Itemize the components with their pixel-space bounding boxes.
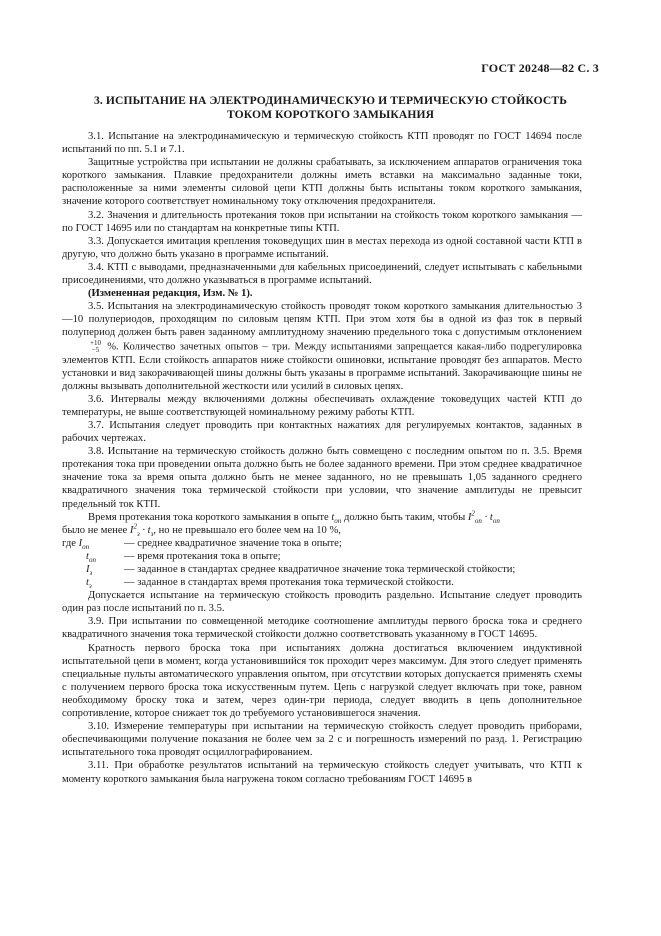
paragraph-3-3: 3.3. Допускается имитация крепления токоведущих шин в местах перехода из одной составной части КТП в другую, что должно быть указано в программе испытаний.: [62, 235, 582, 260]
paragraph-3-1-protection: Защитные устройства при испытании не должны срабатывать, за исключением аппаратов ограничения тока короткого замыкания. Плавкие предохранители должны иметь вставки на максимально заданные токи, расположенные за ними элементы силовой цепи КТП должны быть испытаны током короткого замыкания, значение которого соответствует номинальному току отключения предохранителя.: [62, 157, 582, 208]
paragraph-3-7: 3.7. Испытания следует проводить при контактных нажатиях для регулируемых контактов, заданных в рабочих чертежах.: [62, 419, 582, 445]
amendment-note: (Измененная редакция, Изм. № 1).: [88, 288, 253, 300]
tolerance-range: [64, 340, 101, 354]
document-body: [62, 130, 582, 786]
paragraph-3-10: 3.10. Измерение температуры при испытании на термическую стойкость следует проводить приборами, обеспечивающими получение показания не более чем за 2 с и погрешность измерений по разд. 1. Регистрацию испытательного тока проводят осциллографированием.: [62, 721, 582, 759]
paragraph-3-9-multiplicity: Кратность первого броска тока при испытаниях должна достигаться включением индуктивной испытательной цепи в момент, когда установившийся ток проходит через максимум. Для этого следует применять специальные пульты автоматического управления опытом, при отсутствии которых допускается применять схемы с получением первого броска тока искусственным путем. Цепь с нагрузкой следует включать при токе, равном необходимому броску тока и затем, через один-три периода, следует вводить в цепь дополнительное сопротивление, которое снижает ток до требуемого установившегося значения.: [62, 642, 582, 720]
time-condition-text-b: должно быть таким, чтобы: [343, 511, 466, 523]
paragraph-3-8-separate: Допускается испытание на термическую стойкость проводить раздельно. Испытание следует проводить один раз после испытаний по п. 3.5.: [62, 590, 582, 615]
section-title-line-2: ТОКОМ КОРОТКОГО ЗАМЫКАНИЯ: [226, 108, 435, 121]
symbol-legend: [62, 537, 582, 589]
paragraph-3-5: [62, 300, 582, 393]
paragraph-3-5-text-b: %. Количество зачетных опытов – три. Между испытаниями запрещается какая-либо подрегулировка элементов КТП. Если стойкость аппаратов ниже стойкости ошиновки, испытание проводят без аппаратов. Место установки и вид закорачивающей шины должны быть указаны в программе испытаний. Закорачивающие шины не должны вызывать дополнительной жесткости или усилий в силовых цепях.: [62, 340, 582, 392]
section-title-line-1: 3. ИСПЫТАНИЕ НА ЭЛЕКТРОДИНАМИЧЕСКУЮ И ТЕРМИЧЕСКУЮ СТОЙКОСТЬ: [94, 94, 567, 107]
legend-row-t-op: [62, 550, 582, 563]
legend-text-3: — заданное в стандартах среднее квадратичное значение тока термической стойкости;: [124, 564, 516, 575]
paragraph-3-4: 3.4. КТП с выводами, предназначенными для кабельных присоединений, следует испытывать с кабельными присоединениями, что должно указываться в программе испытаний.: [62, 261, 582, 287]
legend-where: где: [62, 537, 76, 549]
symbol-t-op: $t_{оп}$: [331, 511, 342, 525]
paragraph-3-5-text-a: 3.5. Испытания на электродинамическую стойкость проводят током короткого замыкания длительностью 3—10 полупериодов, проходящим по силовым цепям КТП. При этом хотя бы в одной из фаз ток в первый полупериод должен быть равен заданному амплитудному значению предельного тока с допустимым отклонением: [62, 301, 582, 339]
formula-I2-t-op: $I^2_{оп} \cdot t_{оп}$: [467, 509, 500, 525]
formula-I2-t-z: $I^2_з \cdot t_з$: [129, 522, 154, 538]
time-condition-text-d: , но не превышало его более чем на 10 %,: [153, 524, 341, 536]
paragraph-3-8: 3.8. Испытание на термическую стойкость должно быть совмещено с последним опытом по п. 3.5. Время протекания тока при проведении опыта должно быть не более заданного времени. При этом среднее квадратичное значение тока за время опыта должно быть не менее заданного, но не превышать 1,05 заданного среднего квадратичного значения тока термической стойкости при условии, что значение амплитуды не превысит предельный ток КТП.: [62, 446, 582, 510]
legend-text-2: — время протекания тока в опыте;: [124, 550, 281, 562]
paragraph-3-9: 3.9. При испытании по совмещенной методике соотношение амплитуды первого броска тока и среднего квадратичного значения тока термической стойкости должно соответствовать указанному в ГОСТ 14695.: [62, 616, 582, 641]
legend-text-4: — заданное в стандартах время протекания тока термической стойкости.: [124, 577, 454, 589]
legend-row-I-z: [62, 563, 582, 576]
legend-row-t-z: [62, 576, 582, 589]
paragraph-3-2: 3.2. Значения и длительность протекания токов при испытании на стойкость током короткого замыкания — по ГОСТ 14695 или по стандартам на конкретные типы КТП.: [62, 209, 582, 234]
tolerance-minus: −5: [91, 345, 100, 354]
legend-symbol-I-z: $I_з$: [86, 564, 93, 578]
legend-symbol-t-z: $t_з$: [86, 577, 92, 591]
time-condition-text-c: было не менее: [62, 524, 128, 536]
legend-text-1: — среднее квадратичное значение тока в опыте;: [124, 537, 342, 549]
section-title: [60, 94, 601, 122]
legend-symbol-I-op: $I_{оп}$: [78, 537, 90, 551]
paragraph-3-8-time-condition-2: [62, 524, 582, 537]
paragraph-3-1: 3.1. Испытание на электродинамическую и термическую стойкость КТП проводят по ГОСТ 14694 после испытаний по пп. 5.1 и 7.1.: [62, 131, 582, 156]
time-condition-text-a: Время протекания тока короткого замыкания в опыте: [88, 511, 329, 523]
tolerance-plus: +10: [90, 338, 101, 347]
paragraph-3-6: 3.6. Интервалы между включениями должны обеспечивать охлаждение токоведущих частей КТП до температуры, не выше соответствующей номинальному режиму работы КТП.: [62, 393, 582, 418]
page-header: ГОСТ 20248—82 С. 3: [481, 61, 599, 75]
paragraph-3-11: 3.11. При обработке результатов испытаний на термическую стойкость следует учитывать, что КТП к моменту короткого замыкания была нагружена током согласно требованиям ГОСТ 14695 в: [62, 760, 582, 785]
paragraph-3-8-time-condition: [62, 511, 582, 524]
legend-symbol-t-op: $t_{оп}$: [86, 550, 96, 565]
legend-row-I-op: [62, 537, 582, 550]
